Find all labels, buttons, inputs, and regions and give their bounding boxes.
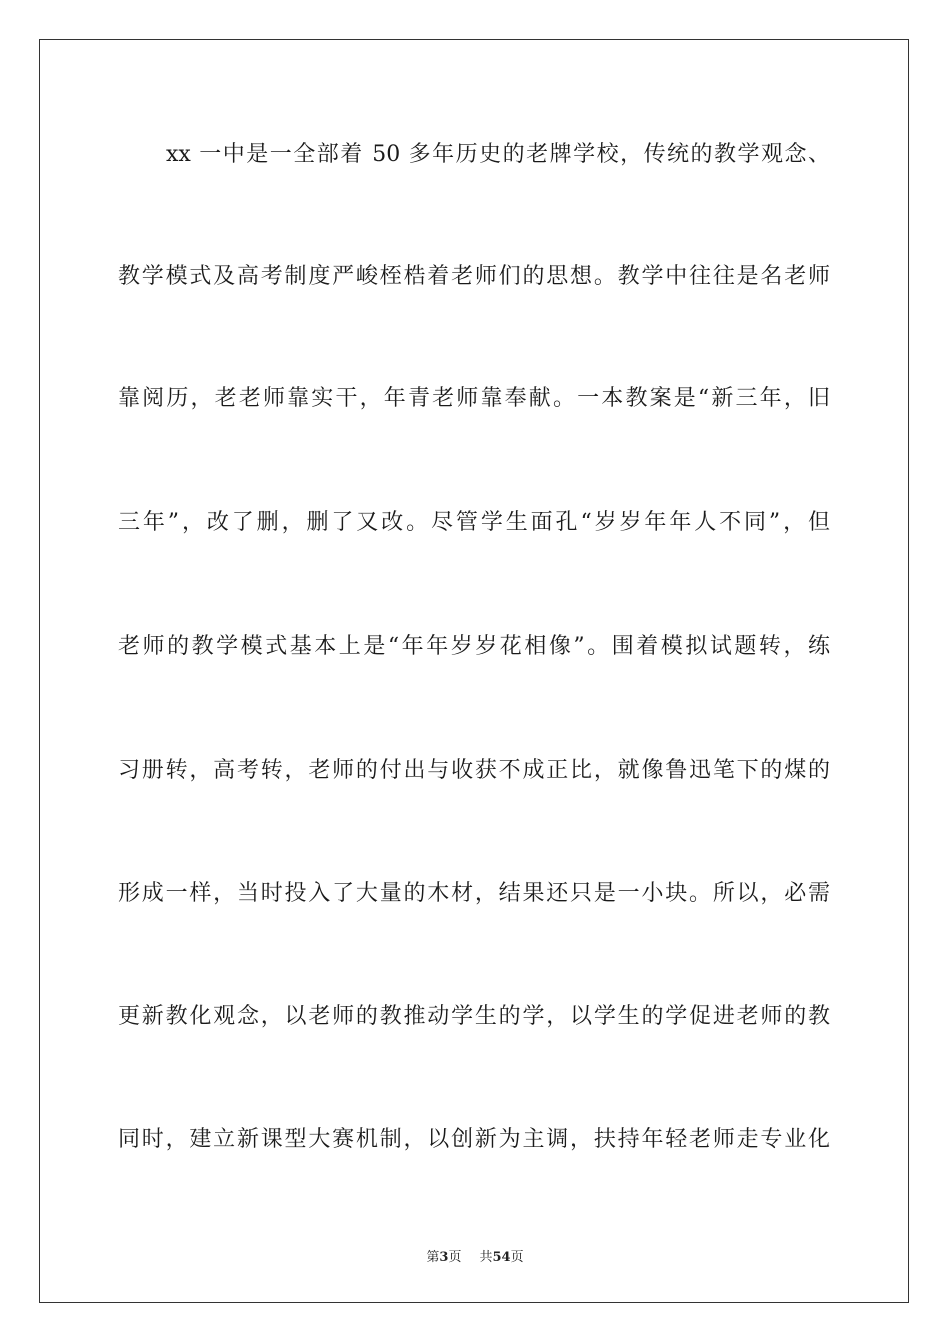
body-line-3: 靠阅历，老老师靠实干，年青老师靠奉献。一本教案是“新三年，旧	[118, 386, 830, 411]
body-line-5: 老师的教学模式基本上是“年年岁岁花相像”。围着模拟试题转，练	[118, 634, 830, 659]
body-line-7: 形成一样，当时投入了大量的木材，结果还只是一小块。所以，必需	[118, 881, 830, 906]
body-line-4: 三年”，改了删，删了又改。尽管学生面孔“岁岁年年人不同”，但	[118, 510, 830, 535]
footer-page-number: 3	[439, 1250, 449, 1265]
body-line-8: 更新教化观念，以老师的教推动学生的学，以学生的学促进老师的教	[118, 1004, 830, 1029]
footer-total-prefix: 共	[479, 1250, 493, 1265]
footer-total-pages: 54	[492, 1250, 511, 1265]
footer-page-suffix: 页	[448, 1250, 462, 1265]
body-line-9: 同时，建立新课型大赛机制，以创新为主调，扶持年轻老师走专业化	[118, 1127, 830, 1152]
footer-total-suffix: 页	[510, 1250, 524, 1265]
body-line-1: xx 一中是一全部着 50 多年历史的老牌学校，传统的教学观念、	[166, 142, 830, 167]
page-border	[39, 39, 909, 1303]
page-footer	[0, 1246, 950, 1265]
footer-page-prefix: 第	[426, 1250, 440, 1265]
body-line-6: 习册转，高考转，老师的付出与收获不成正比，就像鲁迅笔下的煤的	[118, 758, 830, 783]
body-line-2: 教学模式及高考制度严峻桎梏着老师们的思想。教学中往往是名老师	[118, 264, 830, 289]
